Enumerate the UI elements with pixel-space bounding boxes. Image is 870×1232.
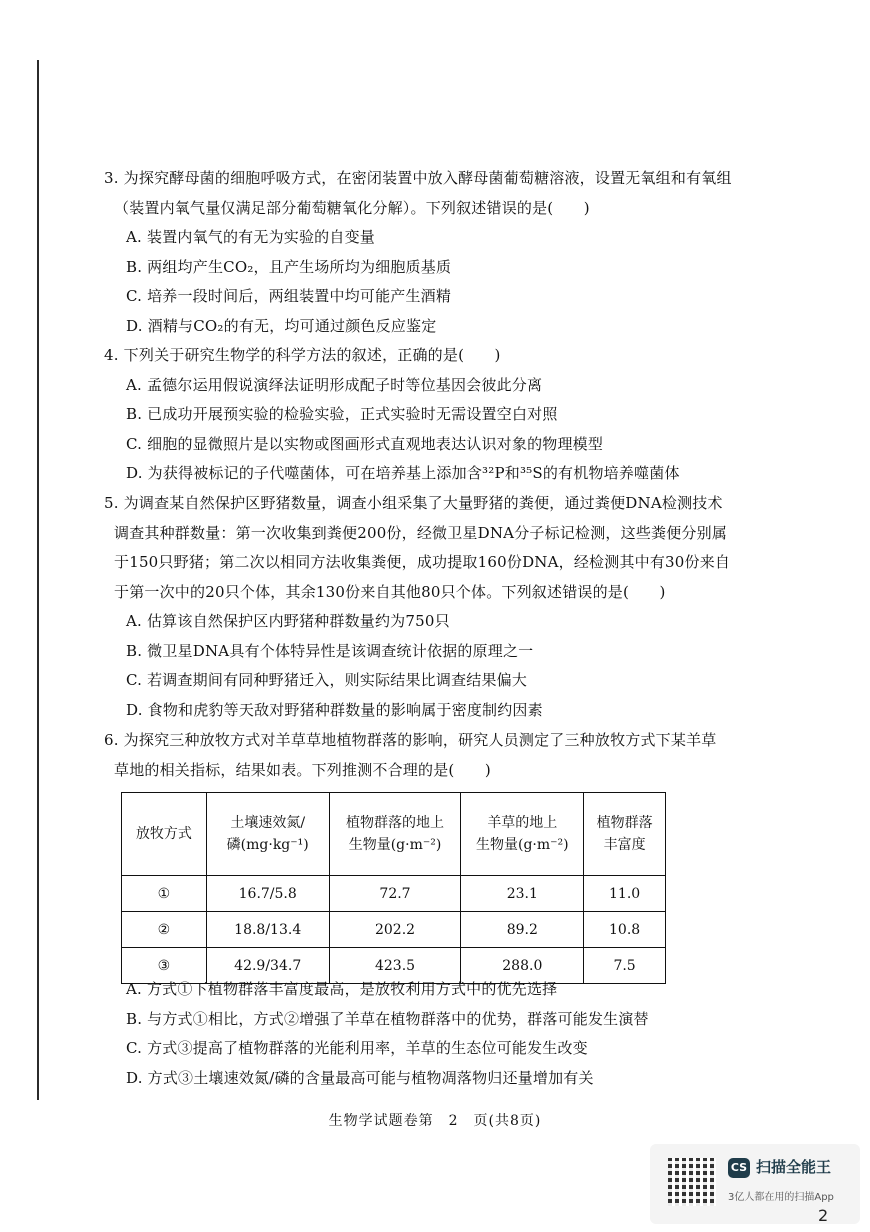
table-cell: 202.2 [329, 912, 461, 948]
question-stem: （装置内氧气量仅满足部分葡萄糖氧化分解）。下列叙述错误的是( ) [114, 198, 590, 217]
question-5 [104, 489, 764, 725]
table-cell: 16.7/5.8 [206, 876, 329, 912]
option-a: A. 估算该自然保护区内野猪种群数量约为750只 [126, 612, 450, 630]
question-stem: 4. 下列关于研究生物学的科学方法的叙述，正确的是( ) [104, 346, 501, 364]
table-cell: 7.5 [584, 948, 666, 984]
page-footer: 生物学试题卷第 2 页(共8页) [328, 1113, 542, 1129]
table-header-cell: 植物群落的地上 生物量(g·m⁻²) [329, 793, 461, 876]
table-cell: ③ [122, 948, 207, 984]
question-stem: 6. 为探究三种放牧方式对羊草草地植物群落的影响，研究人员测定了三种放牧方式下某羊草 [104, 731, 717, 749]
table-cell: 11.0 [584, 876, 666, 912]
table-header-cell: 羊草的地上 生物量(g·m⁻²) [461, 793, 584, 876]
option-b: B. 已成功开展预实验的检验实验，正式实验时无需设置空白对照 [126, 405, 558, 423]
question-stem: 3. 为探究酵母菌的细胞呼吸方式，在密闭装置中放入酵母菌葡萄糖溶液，设置无氧组和有氧组 [104, 169, 732, 187]
question-4 [104, 341, 764, 489]
page-number: 2 [818, 1206, 829, 1225]
option-b: B. 微卫星DNA具有个体特异性是该调查统计依据的原理之一 [126, 641, 534, 660]
question-6-options [104, 975, 764, 1093]
option-a: A. 方式①下植物群落丰富度最高，是放牧利用方式中的优先选择 [126, 980, 558, 998]
option-d: D. 食物和虎豹等天敌对野猪种群数量的影响属于密度制约因素 [126, 700, 543, 719]
table-header-cell: 土壤速效氮/ 磷(mg·kg⁻¹) [206, 793, 329, 876]
question-stem: 调查其种群数量：第一次收集到粪便200份，经微卫星DNA分子标记检测，这些粪便分别属 [114, 523, 728, 542]
table-cell: 72.7 [329, 876, 461, 912]
camscanner-logo-icon: CS [728, 1158, 750, 1178]
table-header-row [122, 793, 666, 876]
table-cell: ① [122, 876, 207, 912]
table-header-cell: 植物群落 丰富度 [584, 793, 666, 876]
binding-margin-line [37, 60, 39, 1100]
question-6 [104, 726, 764, 785]
table-row [122, 876, 666, 912]
option-c: C. 方式③提高了植物群落的光能利用率，羊草的生态位可能发生改变 [126, 1039, 588, 1057]
table-row [122, 912, 666, 948]
option-c: C. 细胞的显微照片是以实物或图画形式直观地表达认识对象的物理模型 [126, 434, 604, 453]
table-cell: 18.8/13.4 [206, 912, 329, 948]
option-c: C. 培养一段时间后，两组装置中均可能产生酒精 [126, 287, 452, 305]
question-stem: 5. 为调查某自然保护区野猪数量，调查小组采集了大量野猪的粪便，通过粪便DNA检测技术 [104, 494, 723, 512]
table-cell: 288.0 [461, 948, 584, 984]
option-a: A. 装置内氧气的有无为实验的自变量 [126, 228, 375, 246]
option-b: B. 两组均产生CO₂，且产生场所均为细胞质基质 [126, 257, 452, 276]
question-3 [104, 164, 764, 341]
option-d: D. 为获得被标记的子代噬菌体，可在培养基上添加含³²P和³⁵S的有机物培养噬菌体 [126, 464, 680, 482]
scanner-watermark-badge [650, 1144, 860, 1224]
table-header-cell: 放牧方式 [122, 793, 207, 876]
scanner-brand-subtitle: 3亿人都在用的扫描App [728, 1192, 834, 1203]
qr-code-pattern [668, 1158, 716, 1206]
table-cell: 423.5 [329, 948, 461, 984]
option-d: D. 方式③土壤速效氮/磷的含量最高可能与植物凋落物归还量增加有关 [126, 1068, 594, 1087]
option-a: A. 孟德尔运用假说演绎法证明形成配子时等位基因会彼此分离 [126, 375, 543, 394]
option-c: C. 若调查期间有同种野猪迁入，则实际结果比调查结果偏大 [126, 671, 528, 689]
question-stem: 草地的相关指标，结果如表。下列推测不合理的是( ) [114, 760, 491, 779]
table-cell: ② [122, 912, 207, 948]
question-stem: 于第一次中的20只个体，其余130份来自其他80只个体。下列叙述错误的是( ) [114, 582, 666, 601]
scanner-brand-title: 扫描全能王 [756, 1158, 832, 1176]
option-b: B. 与方式①相比，方式②增强了羊草在植物群落中的优势，群落可能发生演替 [126, 1009, 649, 1028]
option-d: D. 酒精与CO₂的有无，均可通过颜色反应鉴定 [126, 316, 437, 335]
grazing-results-table [121, 792, 666, 984]
table-cell: 10.8 [584, 912, 666, 948]
table-cell: 42.9/34.7 [206, 948, 329, 984]
table-cell: 23.1 [461, 876, 584, 912]
table-cell: 89.2 [461, 912, 584, 948]
question-stem: 于150只野猪；第二次以相同方法收集粪便，成功提取160份DNA，经检测其中有30份来自 [114, 553, 731, 571]
